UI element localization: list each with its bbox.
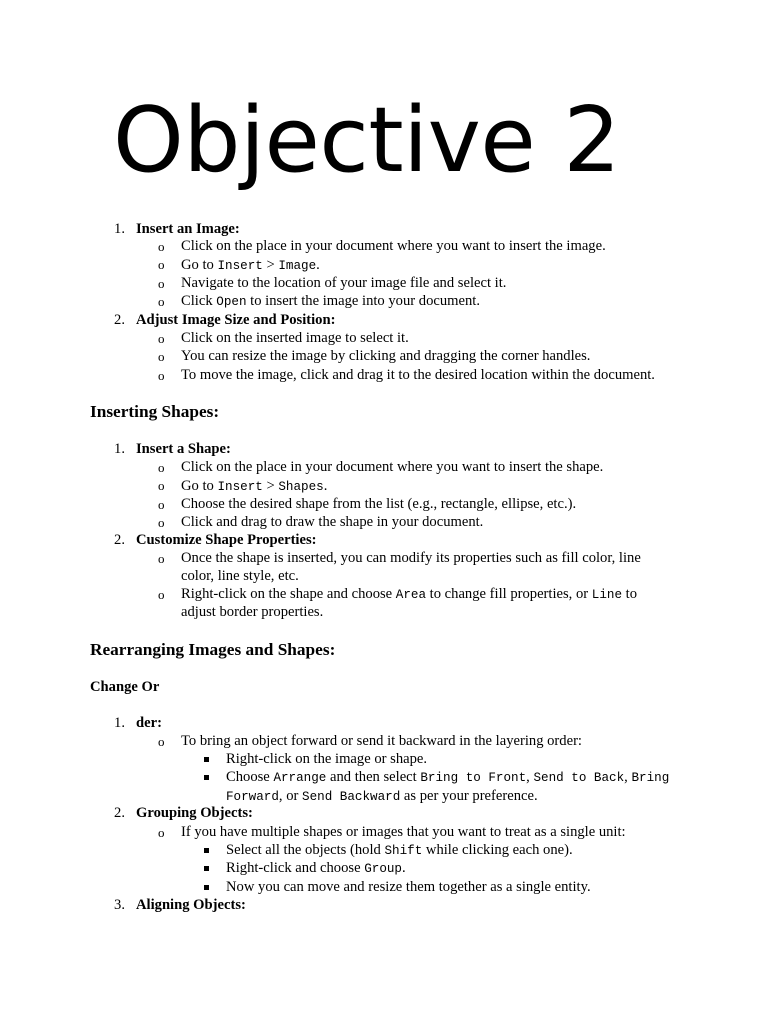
list-item: To move the image, click and drag it to the desired location within the document. xyxy=(181,367,655,383)
list-item-continuation: adjust border properties. xyxy=(181,604,324,620)
bullet-marker: o xyxy=(158,331,165,346)
list-item-heading: Customize Shape Properties: xyxy=(136,532,317,548)
list-item-heading: Adjust Image Size and Position: xyxy=(136,312,336,328)
list-item: If you have multiple shapes or images that you want to treat as a single unit: xyxy=(181,824,626,840)
bullet-marker: o xyxy=(158,294,165,309)
list-item: Go to Insert > Shapes. xyxy=(181,478,328,494)
list-item-heading: der: xyxy=(136,715,162,731)
list-number: 3. xyxy=(114,897,125,913)
square-bullet xyxy=(204,848,209,853)
square-bullet xyxy=(204,757,209,762)
list-item: Right-click on the shape and choose Area to change fill properties, or Line to xyxy=(181,586,638,602)
bullet-marker: o xyxy=(158,587,165,602)
list-item: Go to Insert > Image. xyxy=(181,257,320,273)
bullet-marker: o xyxy=(158,239,165,254)
square-bullet xyxy=(204,866,209,871)
list-item: Click and drag to draw the shape in your document. xyxy=(181,514,484,530)
page-title: Objective 2 xyxy=(113,88,621,193)
list-item-heading: Grouping Objects: xyxy=(136,805,253,821)
list-number: 2. xyxy=(114,532,125,548)
bullet-marker: o xyxy=(158,497,165,512)
list-item-heading: Aligning Objects: xyxy=(136,897,246,913)
bullet-marker: o xyxy=(158,551,165,566)
list-subitem: Now you can move and resize them together as a single entity. xyxy=(226,879,591,895)
list-item-heading: Insert an Image: xyxy=(136,221,240,237)
section-heading: Inserting Shapes: xyxy=(90,402,220,421)
subsection-heading: Change Or xyxy=(90,679,160,695)
list-subitem-continuation: Forward, or Send Backward as per your preference. xyxy=(226,788,538,804)
list-item: Click on the place in your document where you want to insert the shape. xyxy=(181,459,604,475)
list-subitem: Select all the objects (hold Shift while clicking each one). xyxy=(226,842,573,858)
bullet-marker: o xyxy=(158,734,165,749)
list-item: Choose the desired shape from the list (e.g., rectangle, ellipse, etc.). xyxy=(181,496,577,512)
list-subitem: Right-click and choose Group. xyxy=(226,860,406,876)
list-number: 1. xyxy=(114,441,125,457)
list-item: Click on the place in your document where you want to insert the image. xyxy=(181,238,606,254)
list-number: 2. xyxy=(114,805,125,821)
list-item: Click on the inserted image to select it. xyxy=(181,330,409,346)
bullet-marker: o xyxy=(158,460,165,475)
list-number: 1. xyxy=(114,715,125,731)
list-subitem: Right-click on the image or shape. xyxy=(226,751,428,767)
bullet-marker: o xyxy=(158,257,165,272)
list-item-heading: Insert a Shape: xyxy=(136,441,231,457)
list-item: Once the shape is inserted, you can modify its properties such as fill color, line xyxy=(181,550,641,566)
bullet-marker: o xyxy=(158,515,165,530)
list-item: You can resize the image by clicking and dragging the corner handles. xyxy=(181,348,591,364)
section-heading: Rearranging Images and Shapes: xyxy=(90,640,336,659)
bullet-marker: o xyxy=(158,368,165,383)
list-item-continuation: color, line style, etc. xyxy=(181,568,299,584)
list-item: Click Open to insert the image into your document. xyxy=(181,293,480,309)
list-item: Navigate to the location of your image file and select it. xyxy=(181,275,507,291)
list-subitem: Choose Arrange and then select Bring to Front, Send to Back, Bring xyxy=(226,769,670,785)
bullet-marker: o xyxy=(158,825,165,840)
bullet-marker: o xyxy=(158,276,165,291)
list-item: To bring an object forward or send it backward in the layering order: xyxy=(181,733,582,749)
list-number: 2. xyxy=(114,312,125,328)
bullet-marker: o xyxy=(158,349,165,364)
square-bullet xyxy=(204,775,209,780)
list-number: 1. xyxy=(114,221,125,237)
square-bullet xyxy=(204,885,209,890)
bullet-marker: o xyxy=(158,478,165,493)
